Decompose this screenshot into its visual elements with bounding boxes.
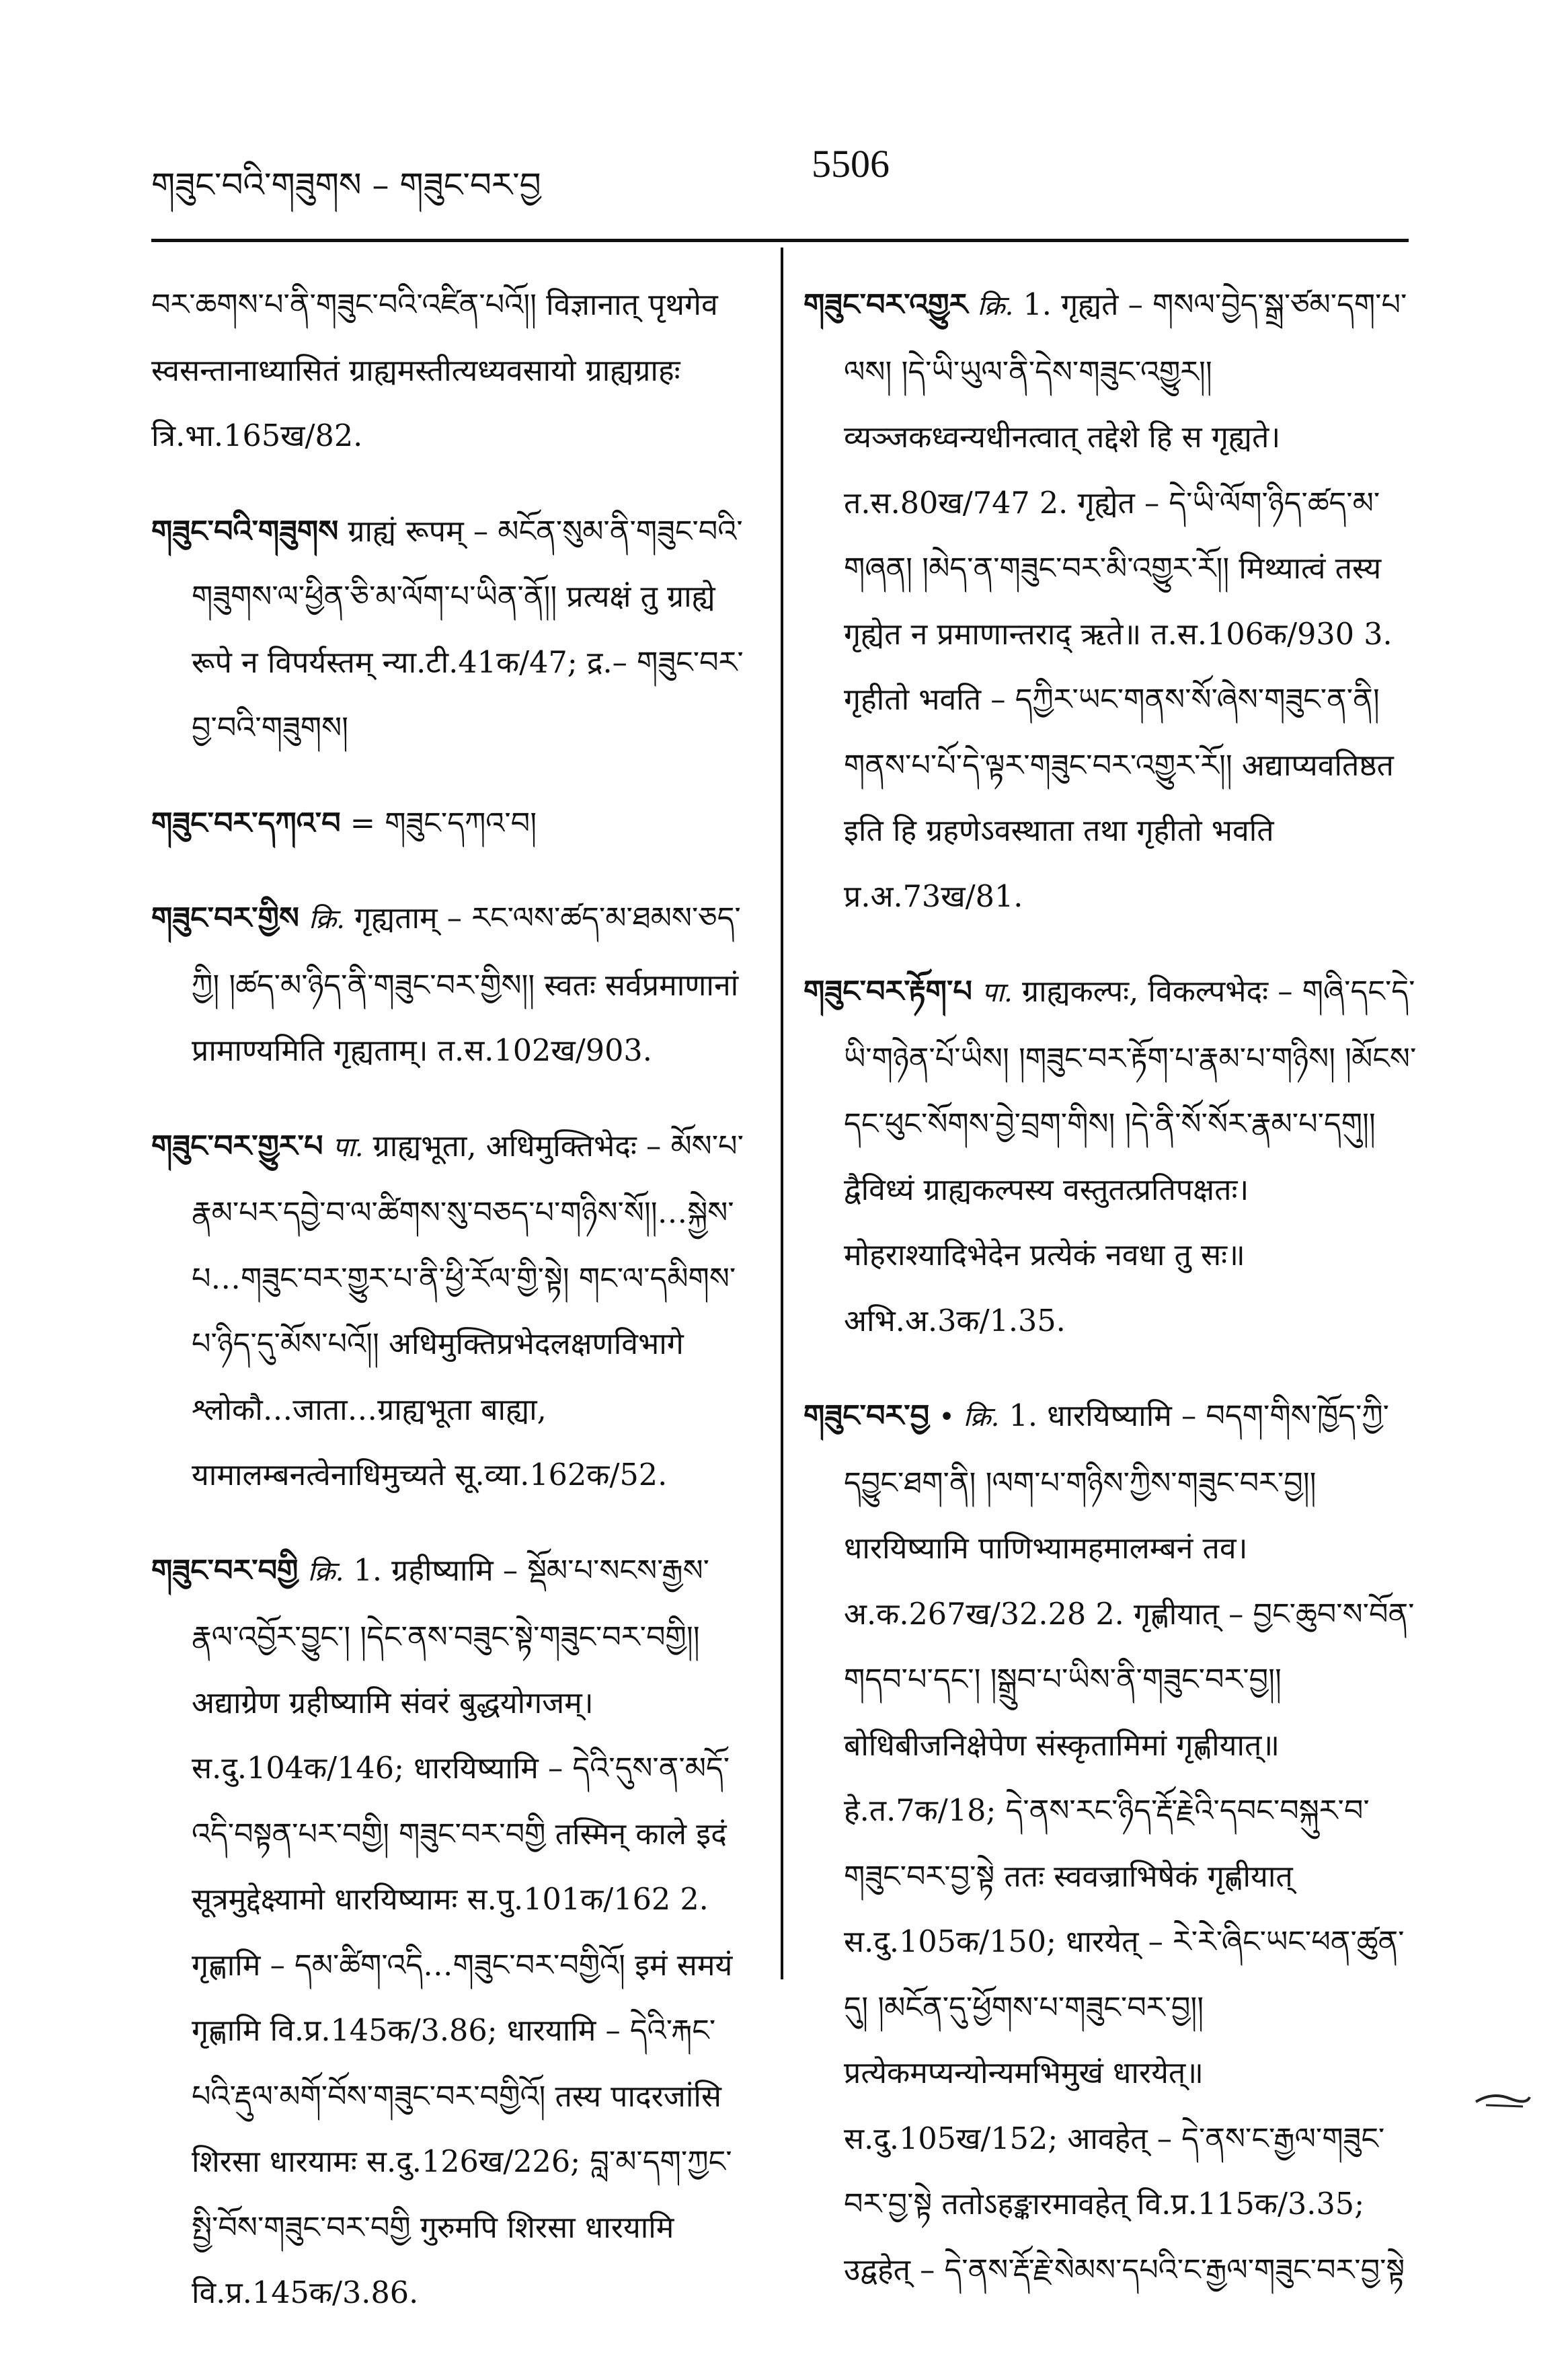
entry-text: = གཟུང་དཀའ་བ། (350, 806, 537, 841)
dictionary-entry (151, 499, 753, 761)
entry-text: 1. गृह्यते – གསལ་བྱེད་སྒྲ་ཙམ་དག་པ་ལས། །དེ་ཡི་ཡུལ་ནི་དེས་གཟུང་འགྱུར།། व्यञ्जकध्वन्यधीनत्वात् तद्देशे हि स गृह्यते। त.स.80ख/747 2. गृह्येत – དེ་ཡི་ལོག་ཉིད་ཚད་མ་གཞན། །མེད་ན་གཟུང་བར་མི་འགྱུར་རོ།། मिथ्यात्वं तस्य गृह्येत न प्रमाणान्तराद् ऋते॥ त.स.106क/930 3. गृहीतो भवति – དཀྱིར་ཡང་གནས་སོ་ཞེས་གཟུང་ན་ནི། གནས་པ་པོ་དེ་ལྟར་གཟུང་བར་འགྱུར་རོ།། अद्याप्यवतिष्ठत इति हि ग्रहणेऽवस्थाता तथा गृहीतो भवति प्र.अ.73ख/81. (844, 288, 1407, 914)
grammar-label: क्रि. (977, 291, 1014, 321)
entry-headword: གཟུང་བའི་གཟུགས (151, 513, 339, 549)
entry-headword: གཟུང་བར་འགྱུར (803, 287, 968, 322)
column-divider (781, 248, 783, 1979)
dictionary-entry (803, 1383, 1419, 2303)
dictionary-entry (803, 959, 1419, 1354)
grammar-label: क्रि. (309, 904, 345, 935)
running-head: གཟུང་བའི་གཟུགས – གཟུང་བར་བྱ (151, 165, 541, 204)
page-header (151, 141, 1415, 202)
header-rule (151, 239, 1409, 242)
dictionary-entry (803, 272, 1419, 929)
dictionary-entry (151, 1538, 753, 2326)
scan-mark-icon (1473, 2072, 1533, 2112)
dictionary-entry (151, 791, 753, 857)
dictionary-entry-continuation (151, 272, 753, 469)
left-column (151, 272, 753, 2356)
entry-headword: གཟུང་བར་གྱིས (151, 901, 299, 936)
entry-headword: གཟུང་བར་གྱུར་པ (151, 1128, 323, 1164)
entry-headword: གཟུང་བར་རྟོག་པ (803, 974, 972, 1009)
entry-text: 1. ग्रहीष्यामि – སྡོམ་པ་སངས་རྒྱས་རྣལ་འབྱོར་བྱུང་། །དེང་ནས་བཟུང་སྟེ་གཟུང་བར་བགྱི།། अद्याग्रेण ग्रहीष्यामि संवरं बुद्धयोगजम्। स.दु.104क/146; धारयिष्यामि – དེའི་དུས་ན་མདོ་འདི་བསྟན་པར་བགྱི། གཟུང་བར་བགྱི तस्मिन् काले इदं सूत्रमुद्देक्ष्यामो धारयिष्यामः स.पु.101क/162 2. गृह्णामि – དམ་ཚིག་འདི…གཟུང་བར་བགྱིའོ། इमं समयं गृह्णामि वि.प्र.145क/3.86; धारयामि – དེའི་རྐང་པའི་རྡུལ་མགོ་བོས་གཟུང་བར་བགྱིའོ། तस्य पादरजांसि शिरसा धारयामः स.दु.126ख/226; བླ་མ་དག་ཀྱང་སྤྱི་བོས་གཟུང་བར་བགྱི गुरुमपि शिरसा धारयामि वि.प्र.145क/3.86. (192, 1553, 733, 2310)
dictionary-entry (151, 1114, 753, 1509)
grammar-label: क्रि. (307, 1556, 344, 1587)
grammar-label: पा. (332, 1131, 364, 1163)
page-number: 5506 (812, 142, 890, 186)
entry-text: गृह्यताम् – རང་ལས་ཚད་མ་ཐམས་ཅད་ཀྱི། །ཚད་མ་ཉིད་ནི་གཟུང་བར་གྱིས།། स्वतः सर्वप्रमाणानां प्रामाण्यमिति गृह्यताम्। त.स.102ख/903. (192, 901, 741, 1068)
grammar-label: पा. (982, 977, 1013, 1008)
dictionary-entry (151, 886, 753, 1084)
grammar-label: • क्रि. (939, 1402, 1000, 1433)
entry-headword: གཟུང་བར་བྱ (803, 1398, 930, 1433)
entry-text: ग्राह्यकल्पः, विकल्पभेदः – གཞི་དང་དེ་ཡི་གཉེན་པོ་ཡིས། །གཟུང་བར་རྟོག་པ་རྣམ་པ་གཉིས། །མོངས་དང་ཕུང་སོགས་བྱེ་བྲག་གིས། །དེ་ནི་སོ་སོར་རྣམ་པ་དགུ།། द्वैविध्यं ग्राह्यकल्पस्य वस्तुतत्प्रतिपक्षतः। मोहराश्यादिभेदेन प्रत्येकं नवधा तु सः॥ अभि.अ.3क/1.35. (844, 975, 1417, 1338)
entry-headword: གཟུང་བར་དཀའ་བ (151, 805, 341, 841)
entry-text: ग्राह्यं रूपम् – མངོན་སུམ་ནི་གཟུང་བའི་གཟུགས་ལ་ཕྱིན་ཅི་མ་ལོག་པ་ཡིན་ནོ།། प्रत्यक्षं तु ग्राह्ये रूपे न विपर्यस्तम् न्या.टी.41क/47; द्र.– གཟུང་བར་བྱ་བའི་གཟུགས། (192, 514, 744, 745)
right-column (803, 272, 1419, 2332)
entry-text: 1. धारयिष्यामि – བདག་གིས་ཁྱོད་ཀྱི་དབྱུང་ཐག་ནི། །ལག་པ་གཉིས་ཀྱིས་གཟུང་བར་བྱ།། धारयिष्यामि पाणिभ्यामहमालम्बनं तव। अ.क.267ख/32.28 2. गृह्णीयात् – བྱང་ཆུབ་ས་བོན་གདབ་པ་དང་། །སྒྲུབ་པ་ཡིས་ནི་གཟུང་བར་བྱ།། बोधिबीजनिक्षेपेण संस्कृतामिमां गृह्णीयात्॥ हे.त.7क/18; དེ་ནས་རང་ཉིད་རྡོ་རྗེའི་དབང་བསྐུར་བ་གཟུང་བར་བྱ་སྟེ ततः स्ववज्राभिषेकं गृह्णीयात् स.दु.105क/150; धारयेत् – རེ་རེ་ཞིང་ཡང་ཕན་ཚུན་དུ། །མངོན་དུ་ཕྱོགས་པ་གཟུང་བར་བྱ།། प्रत्येकमप्यन्योन्यमभिमुखं धारयेत्॥ स.दु.105ख/152; आवहेत् – དེ་ནས་ང་རྒྱལ་གཟུང་བར་བྱ་སྟེ ततोऽहङ्कारमावहेत् वि.प्र.115क/3.35; उद्वहेत् – དེ་ནས་རྡོ་རྗེ་སེམས་དཔའི་ང་རྒྱལ་གཟུང་བར་བྱ་སྟེ (844, 1399, 1415, 2287)
entry-headword: གཟུང་བར་བགྱི (151, 1552, 299, 1588)
entry-text: ग्राह्यभूता, अधिमुक्तिभेदः – མོས་པ་རྣམ་པར་དབྱེ་བ་ལ་ཚིགས་སུ་བཅད་པ་གཉིས་སོ།།…སྐྱེས་པ…གཟུང་བར་གྱུར་པ་ནི་ཕྱི་རོལ་གྱི་སྟེ། གང་ལ་དམིགས་པ་ཉིད་དུ་མོས་པའོ།། अधिमुक्तिप्रभेदलक्षणविभागे श्लोकौ…जाता…ग्राह्यभूता बाह्या, यामालम्बनत्वेनाधिमुच्यते सू.व्या.162क/52. (192, 1129, 744, 1492)
entry-text: བར་ཆགས་པ་ནི་གཟུང་བའི་འཛིན་པའོ།། विज्ञानात् पृथगेव स्वसन्तानाध्यासितं ग्राह्यमस्तीत्यध्यवसायो ग्राह्यग्राहः त्रि.भा.165ख/82. (151, 288, 718, 453)
